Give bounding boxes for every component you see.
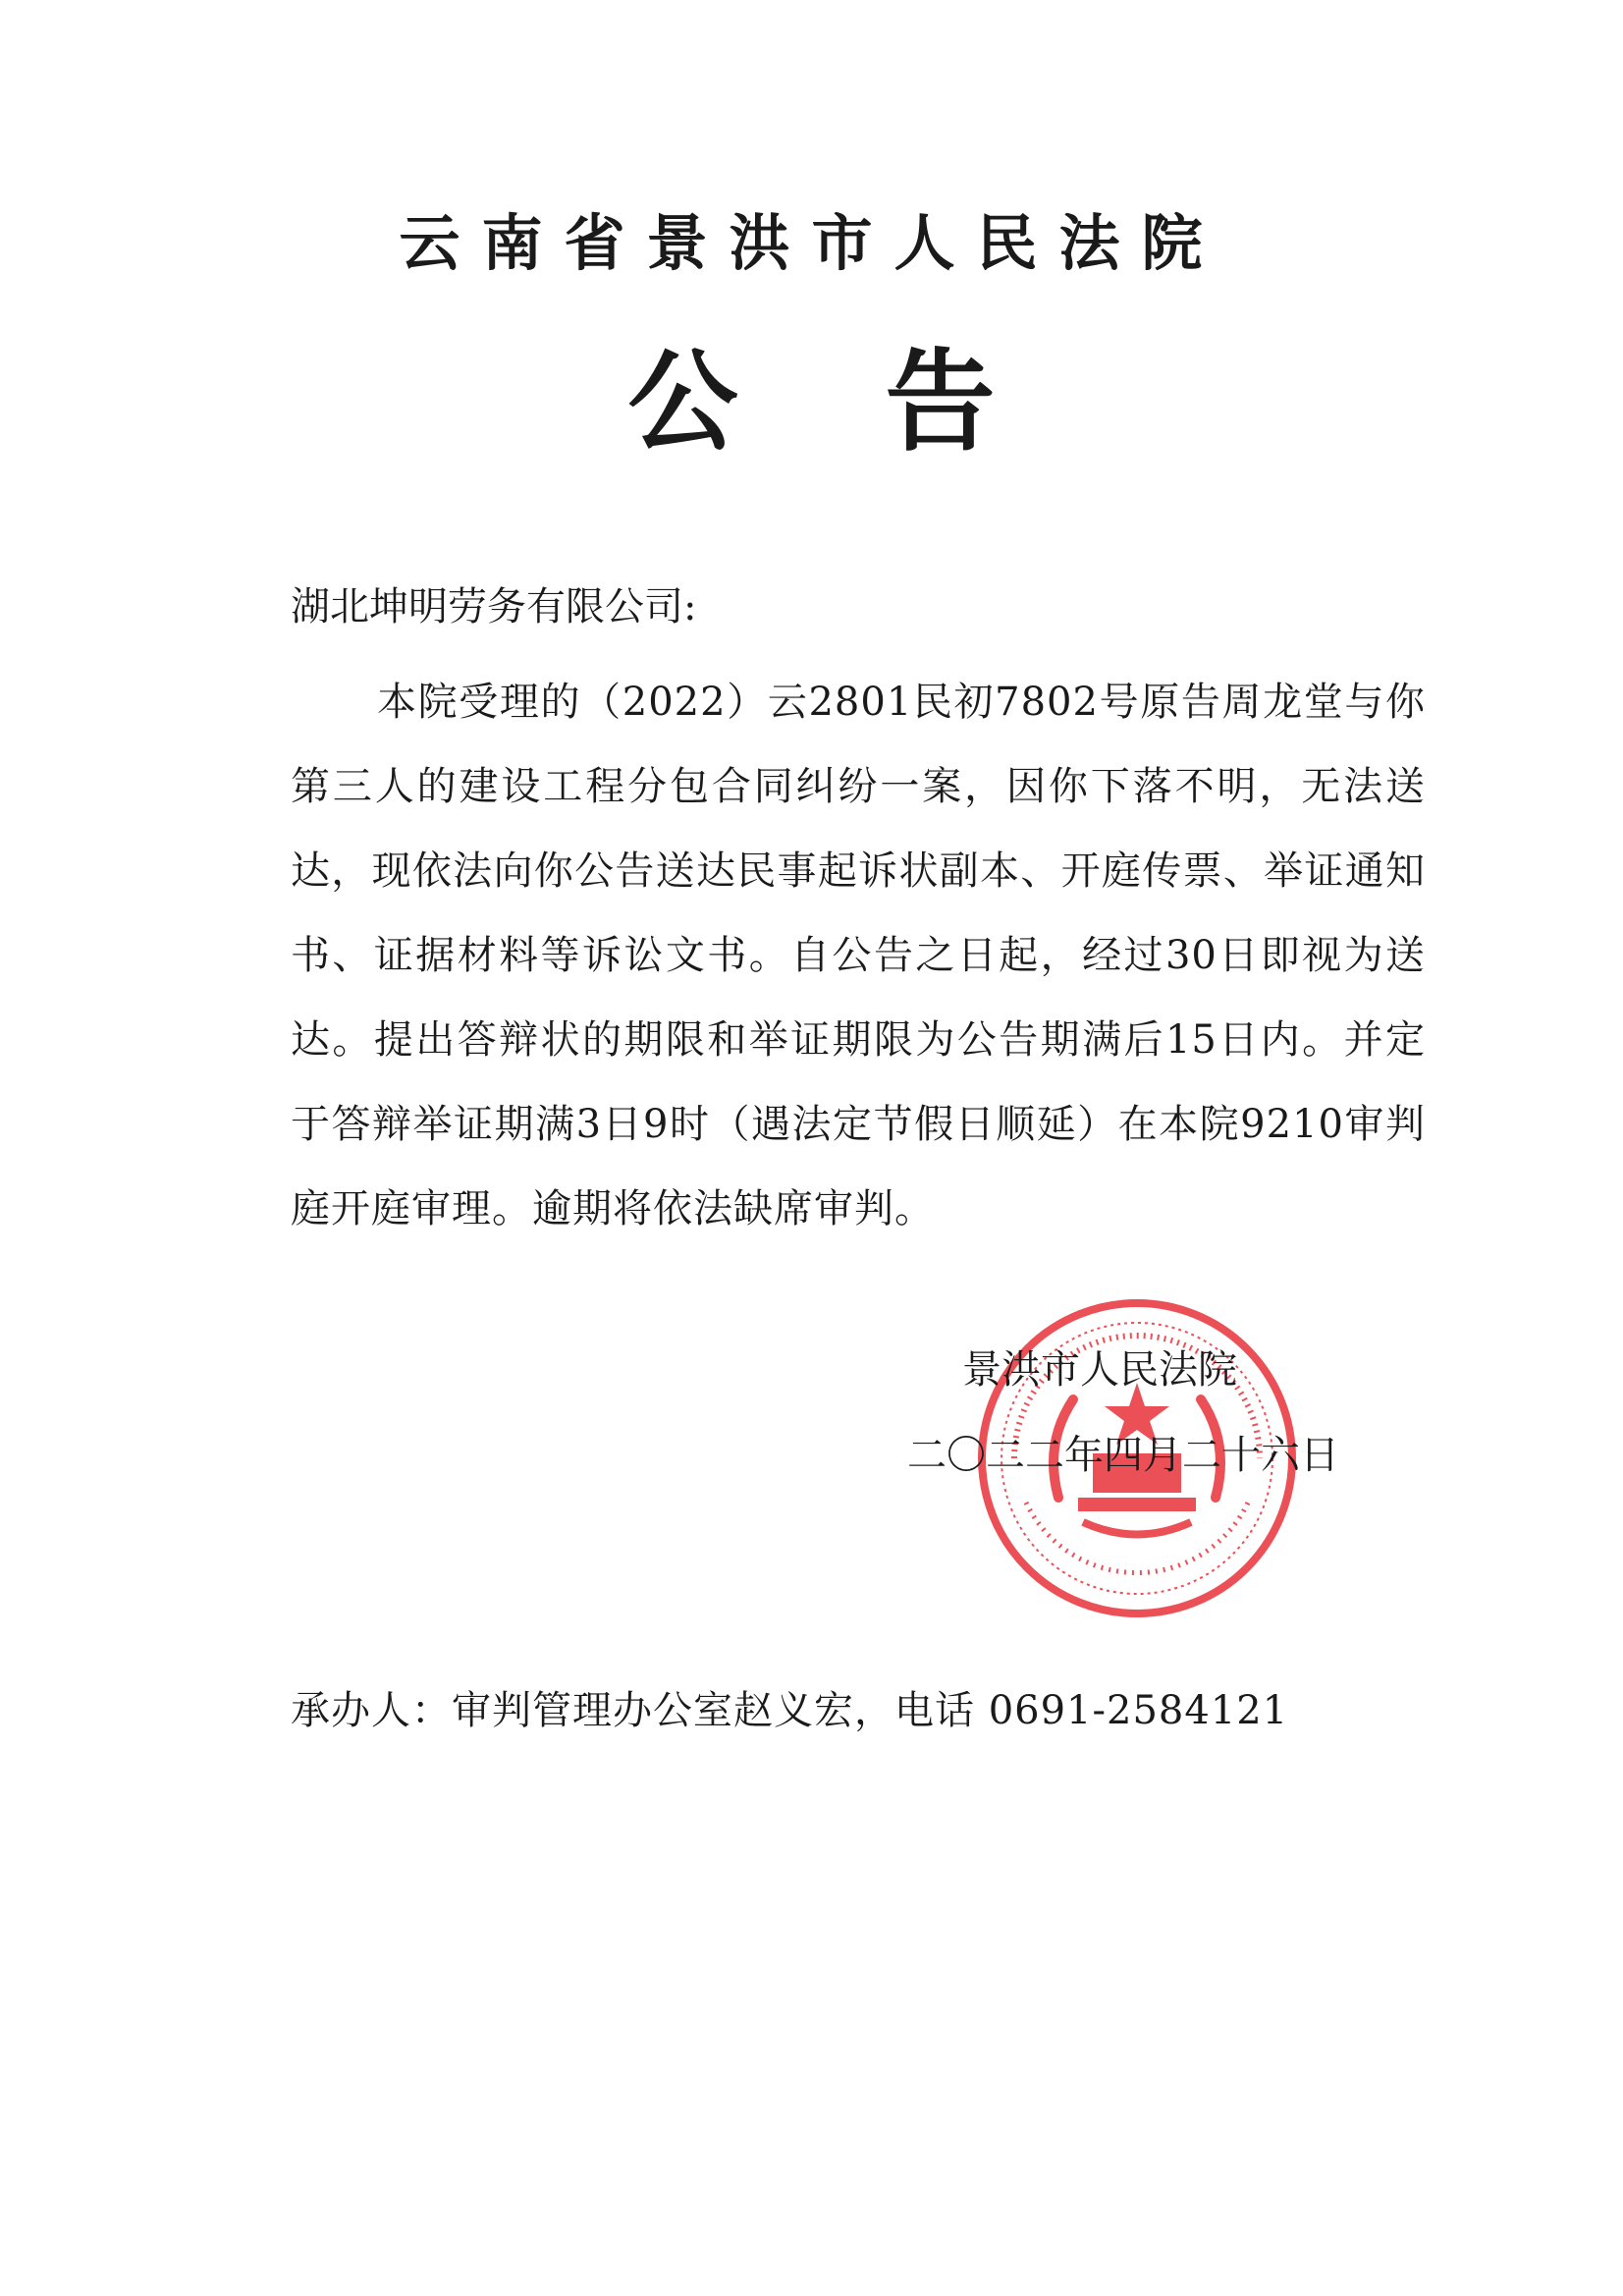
contact-line: 承办人：审判管理办公室赵义宏，电话 0691-2584121 <box>291 1688 1289 1733</box>
signature-date: 二〇二二年四月二十六日 <box>907 1433 1339 1478</box>
court-name: 云南省景洪市人民法院 <box>399 207 1224 279</box>
seal-emblem-base <box>1078 1498 1196 1511</box>
recipient-line: 湖北坤明劳务有限公司: <box>291 584 697 629</box>
seal-emblem-ribbon <box>1083 1522 1191 1535</box>
document-type-title: 公告 <box>627 339 1143 466</box>
signature-court: 景洪市人民法院 <box>962 1347 1237 1393</box>
announcement-body: 本院受理的（2022）云2801民初7802号原告周龙堂与你第三人的建设工程分包合同纠纷一案，因你下落不明，无法送达，现依法向你公告送达民事起诉状副本、开庭传票、举证通知书、证据材料等诉讼文书。自公告之日起，经过30日即视为送达。提出答辩状的期限和举证期限为公告期满后15日内。并定于答辩举证期满3日9时（遇法定节假日顺延）在本院9210审判庭开庭审理。逾期将依法缺席审判。 <box>291 680 1426 1231</box>
